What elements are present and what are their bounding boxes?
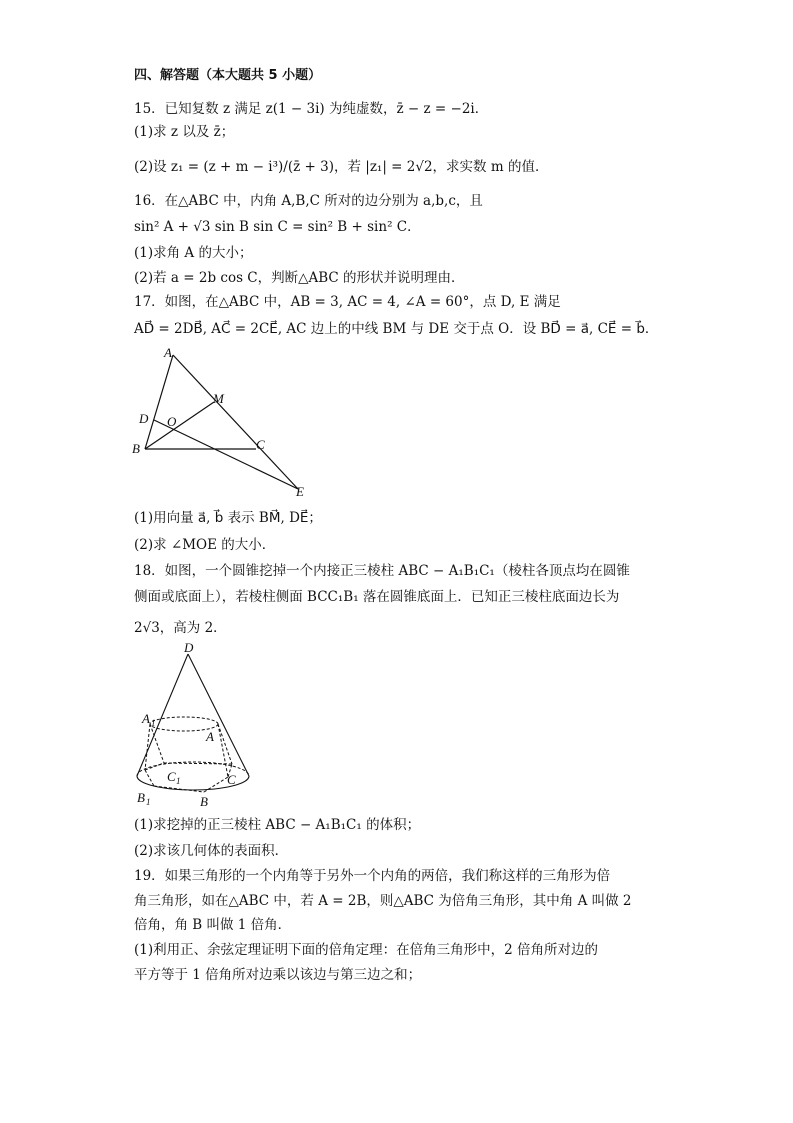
label-d: D xyxy=(139,411,149,426)
label-c: C xyxy=(227,772,236,787)
label-o: O xyxy=(167,414,177,429)
q17-part1: (1)用向量 a⃗, b⃗ 表示 BM⃗, DE⃗； xyxy=(134,510,322,526)
label-a1-sub: 1 xyxy=(151,718,156,728)
q19-part1-cont: 平方等于 1 倍角所对边乘以该边与第三边之和； xyxy=(134,967,422,983)
q16-part1: (1)求角 A 的大小； xyxy=(134,245,253,261)
side-ac-extended xyxy=(173,355,298,489)
label-m: M xyxy=(213,391,224,406)
label-b: B xyxy=(132,441,140,456)
label-a: A xyxy=(164,345,172,360)
q17-stem: 17．如图，在△ABC 中，AB = 3, AC = 4, ∠A = 60°，点 D, E 满足 xyxy=(134,294,561,310)
section-title: 四、解答题（本大题共 5 小题） xyxy=(134,68,322,83)
q16-condition: sin² A + √3 sin B sin C = sin² B + sin² C． xyxy=(134,219,421,235)
label-a: A xyxy=(206,729,214,744)
label-b1-sub: 1 xyxy=(146,797,151,807)
q18-part1: (1)求挖掉的正三棱柱 ABC − A₁B₁C₁ 的体积； xyxy=(134,817,421,833)
label-d: D xyxy=(184,640,194,655)
segment-de xyxy=(154,420,298,489)
q18-stem-end: 2√3，高为 2． xyxy=(134,620,227,636)
q18-part2: (2)求该几何体的表面积． xyxy=(134,843,289,859)
side-ab xyxy=(145,355,173,449)
q17-stem-cont: AD⃗ = 2DB⃗, AC⃗ = 2CE⃗, AC 边上的中线 BM 与 DE 交于点 O．设 BD⃗ = a⃗, CE⃗ = b⃗． xyxy=(134,321,659,337)
figure-17-triangle xyxy=(128,343,328,503)
q18-stem-cont: 侧面或底面上），若棱柱侧面 BCC₁B₁ 落在圆锥底面上．已知正三棱柱底面边长为 xyxy=(134,589,620,605)
label-c1: C xyxy=(167,769,176,784)
q19-stem-end: 倍角，角 B 叫做 1 倍角． xyxy=(134,917,292,933)
label-e: E xyxy=(296,484,304,499)
label-c: C xyxy=(256,437,265,452)
q18-stem: 18．如图，一个圆锥挖掉一个内接正三棱柱 ABC − A₁B₁C₁（棱柱各顶点均在圆锥 xyxy=(134,563,630,579)
q19-part1: (1)利用正、余弦定理证明下面的倍角定理：在倍角三角形中，2 倍角所对边的 xyxy=(134,942,599,958)
label-c1-sub: 1 xyxy=(176,776,181,786)
label-a1: A xyxy=(142,711,150,726)
cone-right-edge xyxy=(188,654,249,776)
q16-part2: (2)若 a = 2b cos C，判断△ABC 的形状并说明理由． xyxy=(134,270,465,286)
median-bm xyxy=(145,402,214,449)
q19-stem-cont: 角三角形，如在△ABC 中，若 A = 2B，则△ABC 为倍角三角形，其中角 A 叫做 2 xyxy=(134,893,632,909)
q15-part2: (2)设 z₁ = (z + m − i³)/(z̄ + 3)，若 |z₁| = 2√2，求实数 m 的值． xyxy=(134,159,549,175)
q17-part2: (2)求 ∠MOE 的大小． xyxy=(134,537,276,553)
label-b1: B xyxy=(137,790,145,805)
q19-stem: 19．如果三角形的一个内角等于另外一个内角的两倍，我们称这样的三角形为倍 xyxy=(134,868,611,884)
q16-stem: 16．在△ABC 中，内角 A,B,C 所对的边分别为 a,b,c，且 xyxy=(134,193,483,209)
label-b: B xyxy=(200,794,208,809)
q15-stem: 15．已知复数 z 满足 z(1 − 3i) 为纯虚数，z̄ − z = −2i． xyxy=(134,101,489,117)
figure-18-cone xyxy=(132,640,262,810)
q15-part1: (1)求 z 以及 z̄； xyxy=(134,124,235,140)
